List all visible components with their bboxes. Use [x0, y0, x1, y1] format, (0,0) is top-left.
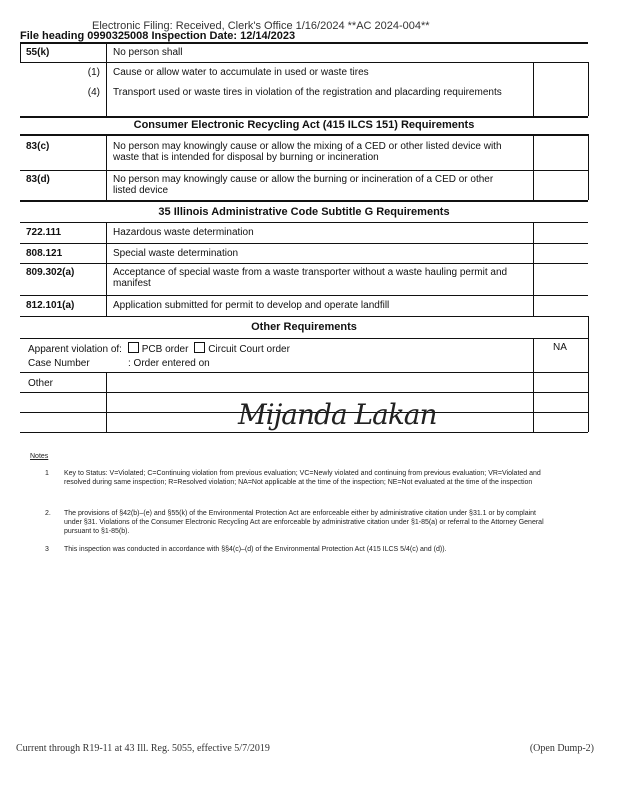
requirement-text: No person shall: [113, 47, 183, 58]
apparent-violation-label: Apparent violation of:: [28, 344, 122, 355]
requirement-text: Transport used or waste tires in violation of the registration and placarding requirements: [113, 87, 502, 98]
requirement-text: Application submitted for permit to develop and operate landfill: [113, 300, 390, 311]
case-number-label: Case Number: [28, 358, 90, 369]
subcode-1: (1): [87, 67, 100, 78]
notes-title: Notes: [30, 453, 49, 460]
section-heading-other: Other Requirements: [251, 321, 357, 333]
note-number: 2.: [45, 510, 51, 517]
requirement-text: Special waste determination: [113, 248, 239, 259]
apparent-violation-row: [28, 342, 290, 355]
footer-form-name: (Open Dump-2): [529, 743, 594, 754]
order-entered-label: : Order entered on: [128, 358, 210, 369]
requirement-text: Cause or allow water to accumulate in used or waste tires: [113, 67, 369, 78]
section-heading-iac: 35 Illinois Administrative Code Subtitle G Requirements: [158, 206, 450, 218]
requirement-text: Acceptance of special waste from a waste transporter without a waste hauling permit and manifest: [113, 267, 508, 289]
code-83d: 83(d): [26, 174, 50, 185]
requirement-text: Hazardous waste determination: [113, 227, 254, 238]
pcb-order-checkbox[interactable]: [128, 342, 139, 353]
code-812-101a: 812.101(a): [26, 300, 75, 311]
requirement-text: No person may knowingly cause or allow the mixing of a CED or other listed device with waste that is intended for disposal by burning or incineration: [113, 141, 502, 163]
circuit-court-checkbox[interactable]: [194, 342, 205, 353]
other-label: Other: [28, 378, 54, 389]
status-na: NA: [553, 342, 567, 353]
requirement-text: No person may knowingly cause or allow the burning or incineration of a CED or other listed device: [113, 174, 494, 196]
code-808-121: 808.121: [26, 248, 63, 259]
note-number: 1: [45, 470, 49, 477]
code-809-302a: 809.302(a): [26, 267, 75, 278]
code-55k: 55(k): [26, 47, 50, 58]
section-heading-ced: Consumer Electronic Recycling Act (415 ILCS 151) Requirements: [133, 119, 475, 131]
subcode-4: (4): [87, 87, 100, 98]
note-text: This inspection was conducted in accordance with §§4(c)–(d) of the Environmental Protection Act (415 ILCS 5/4(c) and (d)).: [64, 546, 447, 553]
code-83c: 83(c): [26, 141, 50, 152]
code-722-111: 722.111: [26, 227, 62, 238]
pcb-order-label: PCB order: [141, 344, 189, 355]
note-text: The provisions of §42(b)–(e) and §55(k) of the Environmental Protection Act are enforceable either by administrative citation under §31.1 or by complaint under §31. Violations of the Consumer Electronic Recycling Act are enforceable by administrative citation under §1-85(a) or referral to the Attorney General pursuant to §1-85(b).: [64, 510, 544, 535]
circuit-court-label: Circuit Court order: [208, 344, 290, 355]
note-text: Key to Status: V=Violated; C=Continuing violation from previous evaluation; VC=Newly violated and continuing from previous evaluation; VR=Violated and resolved during same inspection; R=Resolved violation; NA=Not applicable at the time of the inspection; NE=Not evaluated at the time of the inspection: [64, 470, 541, 486]
filing-stamp: Electronic Filing: Received, Clerk's Office 1/16/2024 **AC 2024-004**: [92, 20, 430, 32]
file-heading: File heading 0990325008 Inspection Date: 12/14/2023: [20, 30, 296, 42]
footer-currency: Current through R19-11 at 43 Ill. Reg. 5055, effective 5/7/2019: [16, 743, 270, 754]
signature: Mijanda Lakan: [238, 398, 437, 431]
note-number: 3: [45, 546, 49, 553]
